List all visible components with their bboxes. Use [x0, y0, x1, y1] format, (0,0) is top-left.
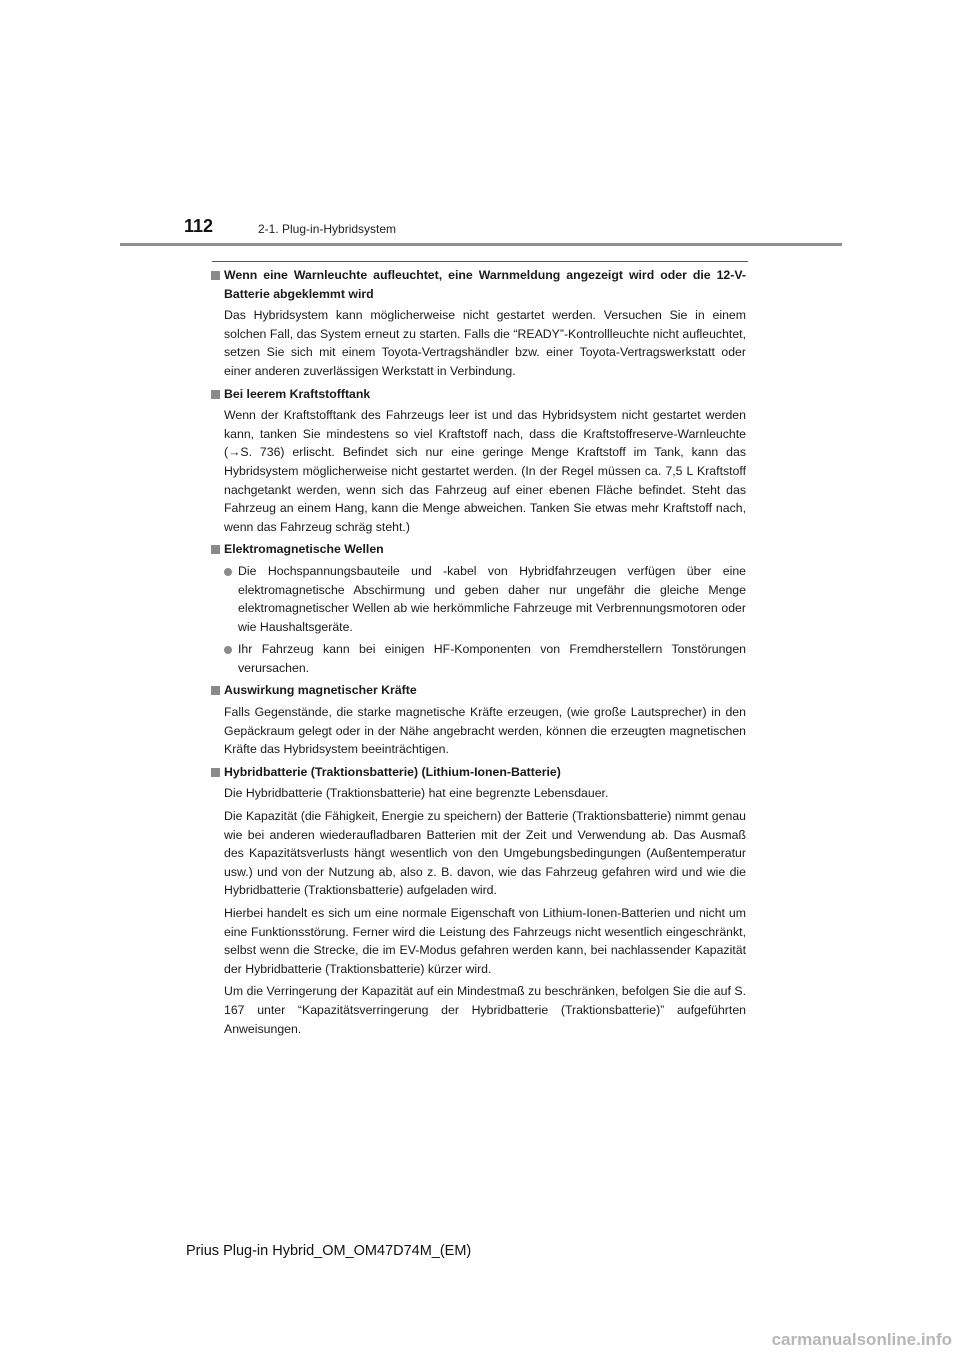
paragraph: Um die Verringerung der Kapazität auf ein Mindestmaß zu beschränken, befolgen Sie die auf S. 167 unter “Kapazitätsverringerung der Hybridbatterie (Traktionsbatterie)” aufgeführten Anweisungen. — [224, 984, 746, 1036]
section-hybrid-battery — [211, 763, 746, 1038]
section-heading: Bei leerem Kraftstofftank — [211, 385, 746, 404]
section-heading: Hybridbatterie (Traktionsbatterie) (Lithium-Ionen-Batterie) — [211, 763, 746, 782]
square-bullet-icon — [211, 390, 220, 399]
paragraph: Falls Gegenstände, die starke magnetische Kräfte erzeugen, (wie große Lautsprecher) in den Gepäckraum gelegt oder in der Nähe angebracht werden, können die erzeugten magnetischen Kräfte das Hybridsystem beeinträchtigen. — [224, 705, 746, 757]
list-item: Die Hochspannungsbauteile und -kabel von Hybridfahrzeugen verfügen über eine elektromagnetische Abschirmung und geben daher nur ungefähr die gleiche Menge elektromagnetischer Wellen ab wie herkömmliche Fahrzeuge mit Verbrennungsmotoren oder wie Haushaltsgeräte. — [224, 562, 746, 636]
square-bullet-icon — [211, 271, 220, 280]
circle-bullet-icon — [224, 568, 232, 576]
paragraph: Die Hybridbatterie (Traktionsbatterie) hat eine begrenzte Lebensdauer. — [224, 786, 609, 801]
section-empty-tank — [211, 385, 746, 537]
section-heading: Wenn eine Warnleuchte aufleuchtet, eine Warnmeldung angezeigt wird oder die 12-V-Batterie abgeklemmt wird — [211, 266, 746, 303]
paragraph: Die Kapazität (die Fähigkeit, Energie zu speichern) der Batterie (Traktionsbatterie) nimmt genau wie bei anderen wiederaufladbaren Batterien mit der Zeit und Verwendung ab. Das Ausmaß des Kapazitätsverlusts hängt wesentlich von den Umgebungsbedingungen (Außentemperatur usw.) und von der Nutzung ab, also z. B. davon, wie das Fahrzeug gefahren wird und wie die Hybridbatterie (Traktionsbatterie) aufgeladen wird. — [224, 809, 746, 898]
header-rule — [120, 243, 842, 246]
content-body — [211, 266, 746, 1042]
footer-manual-id: Prius Plug-in Hybrid_OM_OM47D74M_(EM) — [186, 1243, 472, 1259]
paragraph: Das Hybridsystem kann möglicherweise nicht gestartet werden. Versuchen Sie in einem solchen Fall, das System erneut zu starten. Falls die “READY”-Kontrollleuchte nicht aufleuchtet, setzen Sie sich mit einem Toyota-Vertragshändler bzw. einer Toyota-Vertragswerkstatt oder einer anderen zuverlässigen Werkstatt in Verbindung. — [224, 308, 746, 378]
list-item: Ihr Fahrzeug kann bei einigen HF-Komponenten von Fremdherstellern Tonstörungen verursachen. — [224, 640, 746, 677]
paragraph: Hierbei handelt es sich um eine normale Eigenschaft von Lithium-Ionen-Batterien und nicht um eine Funktionsstörung. Ferner wird die Leistung des Fahrzeugs nicht wesentlich eingeschränkt, selbst wenn die Strecke, die im EV-Modus gefahren werden kann, bei nachlassender Kapazität der Hybridbatterie (Traktionsbatterie) kürzer wird. — [224, 906, 746, 976]
section-heading: Auswirkung magnetischer Kräfte — [211, 681, 746, 700]
section-title: 2-1. Plug-in-Hybridsystem — [258, 222, 397, 236]
watermark: carmanualsonline.info — [771, 1330, 952, 1349]
square-bullet-icon — [211, 686, 220, 695]
circle-bullet-icon — [224, 646, 232, 654]
square-bullet-icon — [211, 545, 220, 554]
section-heading: Elektromagnetische Wellen — [211, 540, 746, 559]
section-electromagnetic-waves — [211, 540, 746, 677]
section-warning-light — [211, 266, 746, 381]
square-bullet-icon — [211, 768, 220, 777]
content-rule — [212, 261, 748, 262]
section-magnetic-forces — [211, 681, 746, 758]
page-number: 112 — [184, 216, 214, 236]
paragraph: Wenn der Kraftstofftank des Fahrzeugs leer ist und das Hybridsystem nicht gestartet werden kann, tanken Sie mindestens so viel Kraftstoff nach, dass die Kraftstoffreserve-Warnleuchte (→S. 736) erlischt. Befindet sich nur eine geringe Menge Kraftstoff im Tank, kann das Hybridsystem möglicherweise nicht gestartet werden. (In der Regel müssen ca. 7,5 L Kraftstoff nachgetankt werden, wenn sich das Fahrzeug auf einer ebenen Fläche befindet. Steht das Fahrzeug an einem Hang, kann die Menge abweichen. Tanken Sie etwas mehr Kraftstoff nach, wenn das Fahrzeug schräg steht.) — [224, 408, 746, 534]
